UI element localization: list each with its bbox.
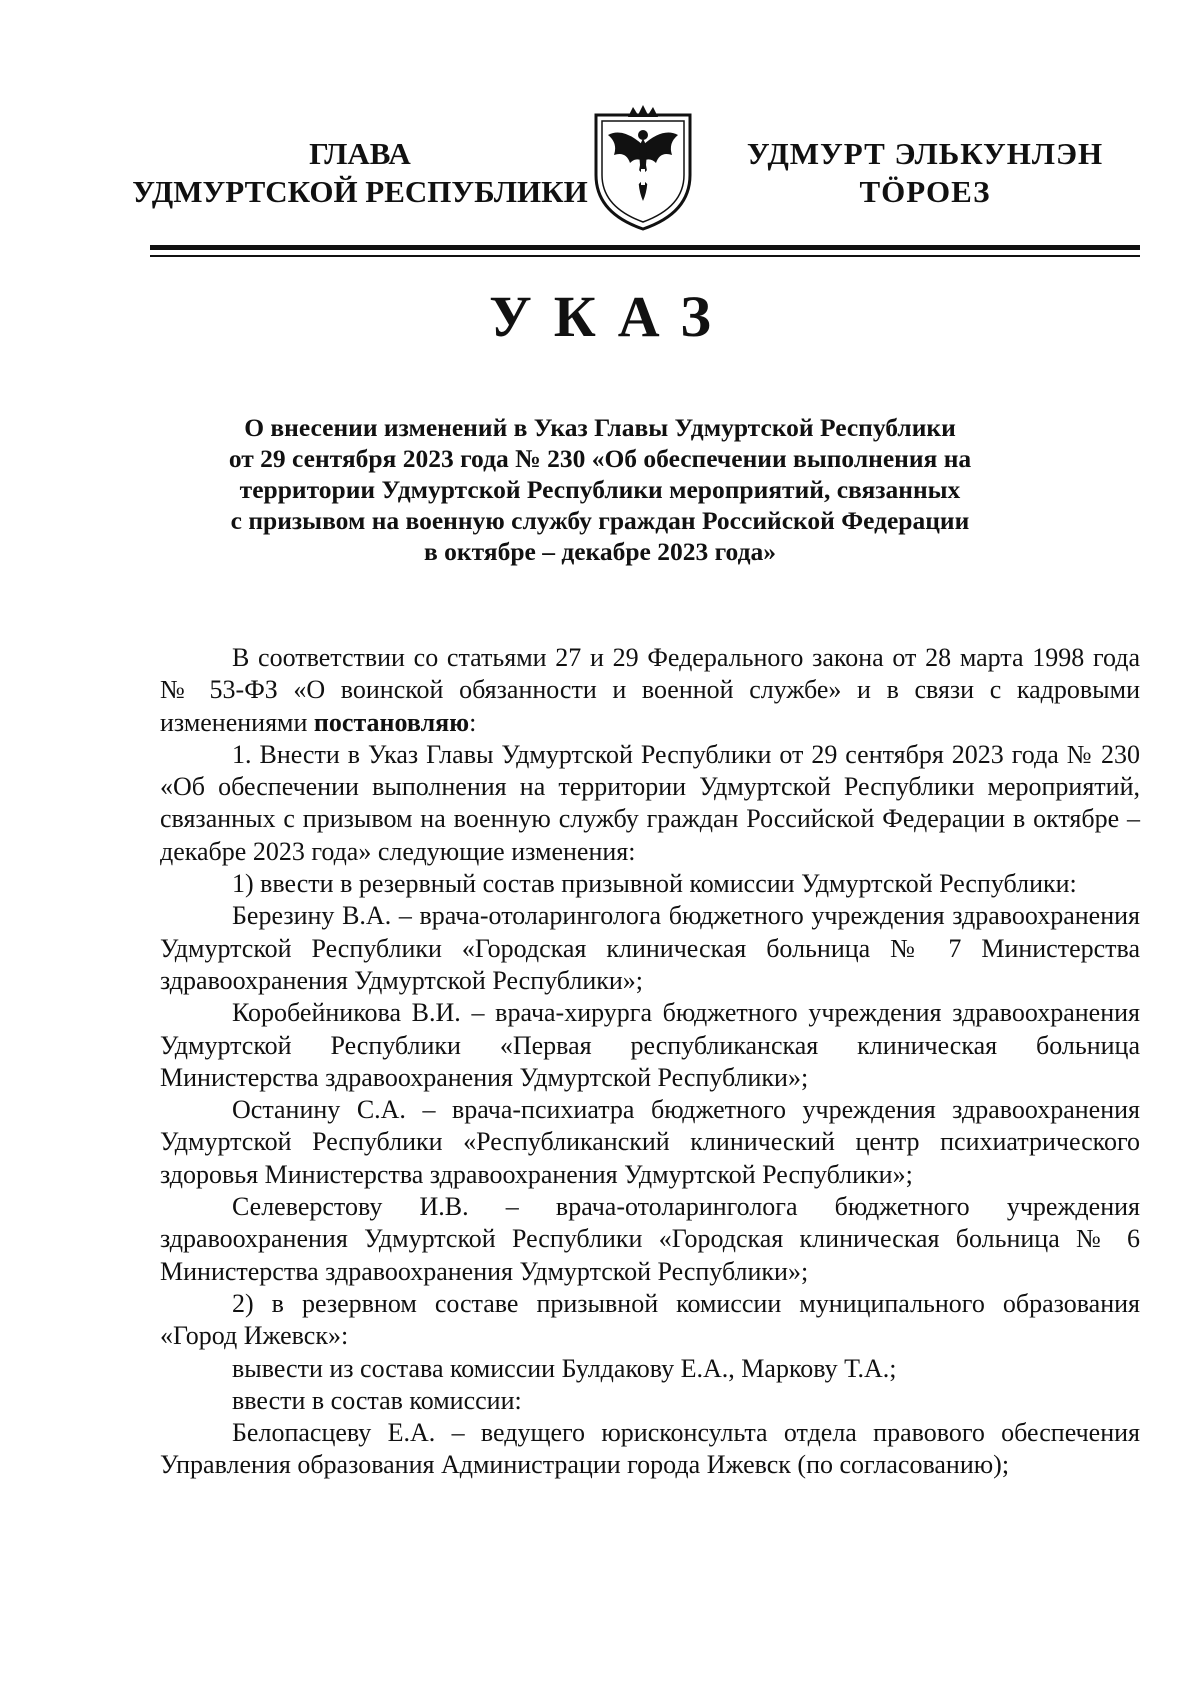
paragraph-person: Белопасцеву Е.А. – ведущего юрисконсульта отдела правового обеспечения Управления образования Администрации города Ижевск (по согласованию); — [160, 1418, 1140, 1480]
coat-of-arms-icon — [588, 105, 698, 233]
subject-line: от 29 сентября 2023 года № 230 «Об обеспечении выполнения на — [228, 444, 972, 473]
issuer-name-udmurt — [720, 135, 1130, 211]
document-title: УКАЗ — [489, 284, 733, 349]
paragraph-subitem-1: 1) ввести в резервный состав призывной комиссии Удмуртской Республики: — [232, 869, 1077, 899]
subject-line: территории Удмуртской Республики мероприятий, связанных — [239, 475, 961, 504]
paragraph-item-1: 1. Внести в Указ Главы Удмуртской Республики от 29 сентября 2023 года № 230 «Об обеспечении выполнения на территории Удмуртской Республики мероприятий, связанных с призывом на военную службу граждан Российской Федерации в октябре – декабре 2023 года» следующие изменения: — [160, 739, 1140, 866]
paragraph-person: Коробейникова В.И. – врача-хирурга бюджетного учреждения здравоохранения Удмуртской Республики «Первая республиканская клиническая больница Министерства здравоохранения Удмуртской Республики»; — [160, 998, 1140, 1092]
preamble-colon: : — [469, 707, 477, 737]
issuer-udmurt-line-1: УДМУРТ ЭЛЬКУНЛЭН — [746, 136, 1104, 171]
document-subject — [160, 412, 1040, 567]
paragraph-person: Березину В.А. – врача-отоларинголога бюджетного учреждения здравоохранения Удмуртской Республики «Городская клиническая больница № 7 Министерства здравоохранения Удмуртской Республики»; — [160, 901, 1140, 995]
header-divider-thick — [150, 245, 1140, 250]
preamble-resolves: постановляю — [313, 707, 470, 737]
subject-line: О внесении изменений в Указ Главы Удмуртской Республики — [244, 413, 956, 442]
paragraph-subitem-2: 2) в резервном составе призывной комиссии муниципального образования «Город Ижевск»: — [160, 1288, 1140, 1351]
header-divider-thin — [150, 255, 1140, 257]
paragraph-person: Селеверстову И.В. – врача-отоларинголога бюджетного учреждения здравоохранения Удмуртской Республики «Городская клиническая больница № 6 Министерства здравоохранения Удмуртской Республики»; — [160, 1192, 1140, 1286]
preamble-text: В соответствии со статьями 27 и 29 Федерального закона от 28 марта 1998 года № 53-ФЗ «О воинской обязанности и военной службе» и в связи с кадровыми изменениями — [160, 643, 1140, 737]
subject-line: в октябре – декабре 2023 года» — [424, 537, 776, 566]
paragraph-remove: вывести из состава комиссии Булдакову Е.А., Маркову Т.А.; — [232, 1353, 897, 1383]
preamble-paragraph — [160, 642, 1140, 739]
issuer-line-2: УДМУРТСКОЙ РЕСПУБЛИКИ — [132, 174, 588, 209]
issuer-line-1: ГЛАВА — [309, 136, 411, 171]
issuer-udmurt-line-2: ТӦРОЕЗ — [859, 174, 991, 209]
paragraph-add: ввести в состав комиссии: — [232, 1385, 522, 1415]
subject-line: с призывом на военную службу граждан Российской Федерации — [230, 506, 970, 535]
issuer-name-russian — [130, 135, 590, 211]
document-body — [160, 642, 1140, 1482]
paragraph-person: Останину С.А. – врача-психиатра бюджетного учреждения здравоохранения Удмуртской Республики «Республиканский клинический центр психиатрического здоровья Министерства здравоохранения Удмуртской Республики»; — [160, 1095, 1140, 1189]
